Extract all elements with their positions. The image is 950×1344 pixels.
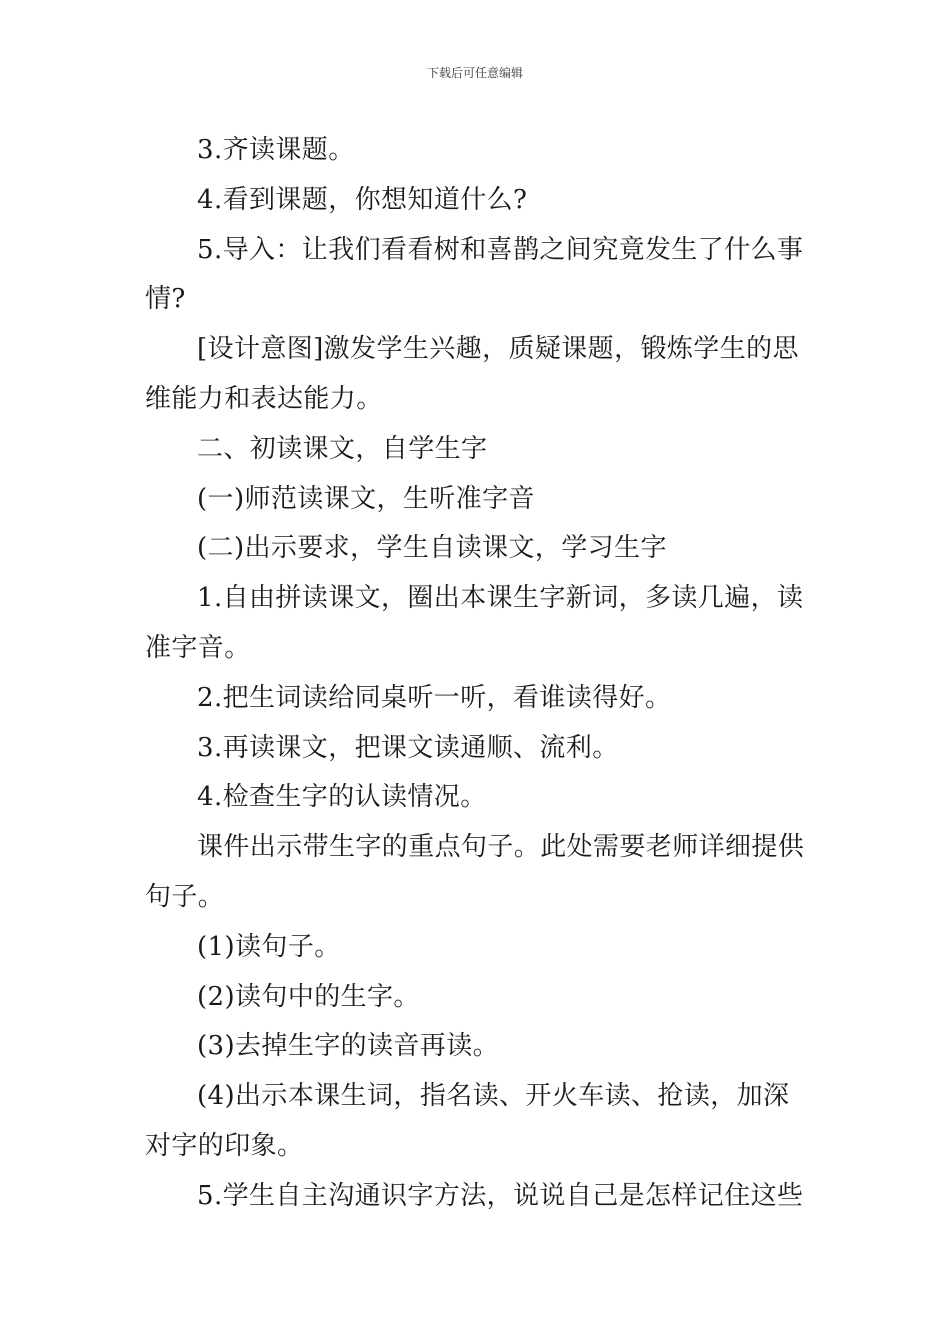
paragraph: (4)出示本课生词，指名读、开火车读、抢读，加深对字的印象。: [145, 1081, 790, 1161]
paragraph: (1)读句子。: [197, 931, 341, 962]
page-header: 下载后可任意编辑: [426, 66, 523, 80]
paragraph: 4.检查生字的认读情况。: [197, 782, 487, 813]
paragraph: 3.再读课文，把课文读通顺、流利。: [197, 732, 619, 763]
section-heading: 二、初读课文，自学生字: [197, 433, 488, 464]
paragraph: 3.齐读课题。: [197, 135, 355, 165]
paragraph: 5.学生自主沟通识字方法，说说自己是怎样记住这些: [197, 1180, 804, 1211]
paragraph: 2.把生词读给同桌听一听，看谁读得好。: [197, 682, 672, 713]
subsection-heading: (一)师范读课文，生听准字音: [197, 483, 535, 514]
paragraph: (2)读句中的生字。: [197, 981, 420, 1012]
paragraph: (3)去掉生字的读音再读。: [197, 1031, 500, 1062]
subsection-heading: (二)出示要求，学生自读课文，学习生字: [197, 533, 667, 564]
paragraph: 课件出示带生字的重点句子。此处需要老师详细提供句子。: [145, 832, 805, 912]
paragraph: 5.导入：让我们看看树和喜鹊之间究竟发生了什么事情?: [145, 234, 804, 315]
paragraph: 4.看到课题，你想知道什么?: [197, 184, 528, 215]
paragraph: [设计意图]激发学生兴趣，质疑课题，锻炼学生的思维能力和表达能力。: [145, 334, 799, 414]
document-body: [145, 126, 807, 1222]
paragraph: 1.自由拼读课文，圈出本课生字新词，多读几遍，读准字音。: [145, 583, 804, 663]
